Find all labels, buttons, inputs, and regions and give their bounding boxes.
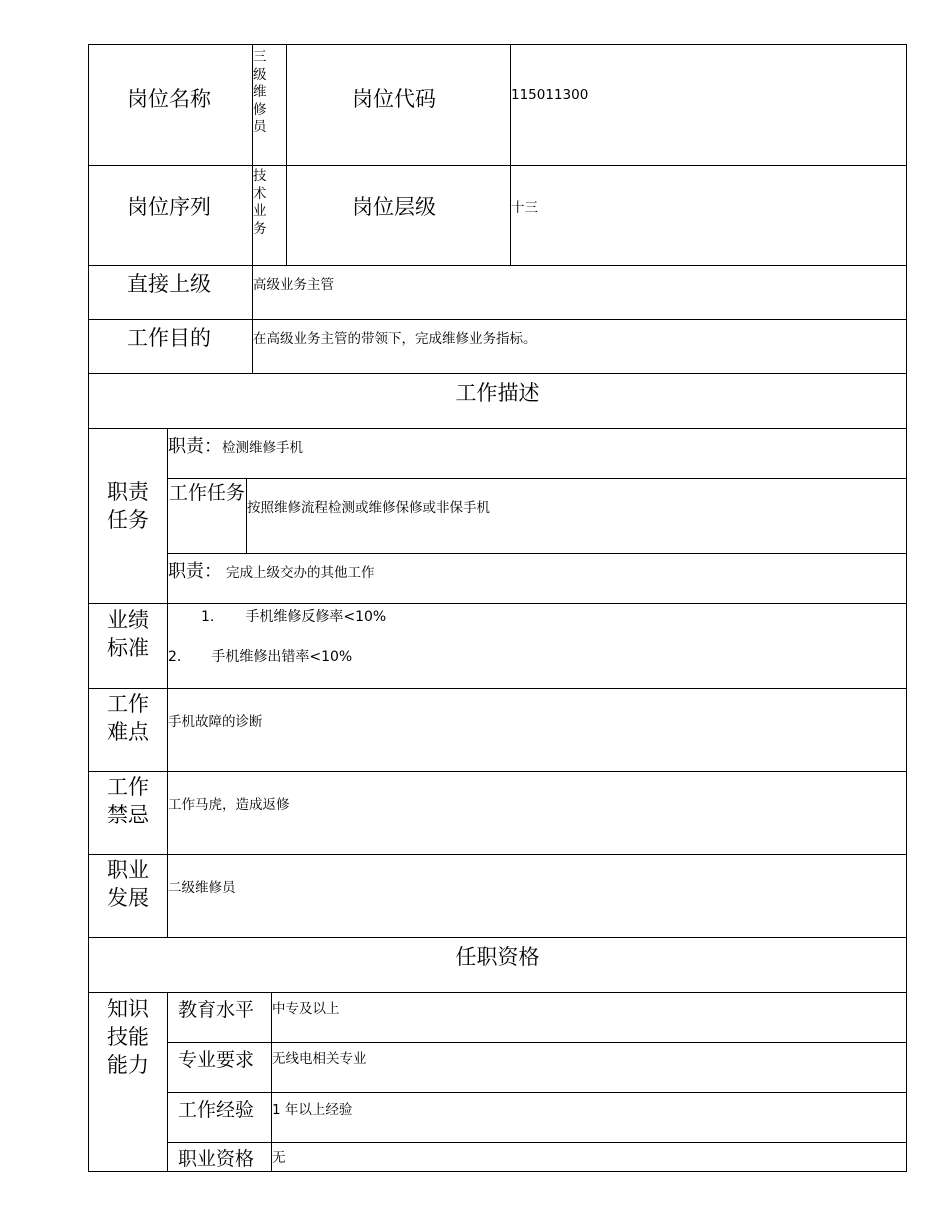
performance-label — [89, 606, 167, 662]
education-label-cell — [167, 992, 272, 1043]
direct-superior-label: 直接上级 — [127, 272, 211, 296]
duties-label-line2: 任务 — [107, 508, 149, 532]
performance-item-1 — [201, 606, 386, 626]
career-label-line1: 职业 — [107, 858, 149, 882]
taboo-value: 工作马虎，造成返修 — [168, 797, 290, 813]
performance-item-2 — [168, 646, 352, 666]
knowledge-label-line3: 能力 — [107, 1053, 149, 1077]
direct-superior-value: 高级业务主管 — [253, 277, 334, 293]
position-sequence-value: 技术业务 — [253, 168, 267, 237]
difficulty-value-cell — [167, 688, 907, 772]
experience-label-cell — [167, 1092, 272, 1143]
duty-1-prefix: 职责： — [168, 436, 222, 457]
task-value: 按照维修流程检测或维修保修或非保手机 — [247, 500, 490, 516]
position-code-label: 岗位代码 — [352, 87, 436, 111]
position-level-label: 岗位层级 — [352, 195, 436, 219]
duty-2-prefix: 职责： — [168, 561, 222, 582]
position-name-label-cell — [88, 44, 253, 166]
duties-label — [89, 478, 167, 534]
taboo-label-line2: 禁忌 — [107, 803, 149, 827]
performance-item-1-text: 手机维修反修率<10% — [245, 609, 387, 625]
knowledge-label — [89, 995, 167, 1079]
education-value-cell — [271, 992, 907, 1043]
certification-label: 职业资格 — [178, 1148, 255, 1170]
position-name-value-cell — [252, 44, 287, 166]
job-purpose-value: 在高级业务主管的带领下，完成维修业务指标。 — [253, 331, 537, 347]
direct-superior-label-cell — [88, 265, 253, 320]
position-level-label-cell — [286, 165, 511, 266]
taboo-label-cell — [88, 771, 168, 855]
certification-value-cell — [271, 1142, 907, 1172]
experience-label: 工作经验 — [178, 1099, 255, 1121]
difficulty-value: 手机故障的诊断 — [168, 714, 263, 730]
knowledge-label-line2: 技能 — [107, 1025, 149, 1049]
performance-item-2-num: 2. — [168, 649, 182, 665]
duty-1-text: 检测维修手机 — [222, 440, 303, 456]
position-level-value-cell — [510, 165, 907, 266]
job-purpose-label-cell — [88, 319, 253, 374]
task-label: 工作任务 — [168, 482, 245, 504]
job-description-header-cell — [88, 373, 907, 429]
knowledge-label-cell — [88, 992, 168, 1172]
difficulty-label-line2: 难点 — [107, 720, 149, 744]
certification-label-cell — [167, 1142, 272, 1172]
duty-2-text: 完成上级交办的其他工作 — [226, 565, 375, 581]
duties-label-line1: 职责 — [107, 480, 149, 504]
position-name-label: 岗位名称 — [127, 87, 211, 111]
career-label-cell — [88, 854, 168, 938]
taboo-value-cell — [167, 771, 907, 855]
performance-item-1-num: 1. — [201, 609, 215, 625]
duties-label-cell — [88, 428, 168, 604]
difficulty-label-cell — [88, 688, 168, 772]
duty-1-cell — [167, 428, 907, 479]
duty-1-line — [168, 432, 303, 458]
career-value: 二级维修员 — [168, 880, 236, 896]
taboo-label-line1: 工作 — [107, 775, 149, 799]
duty-2-line — [168, 557, 375, 583]
taboo-label — [89, 773, 167, 829]
performance-label-line1: 业绩 — [107, 608, 149, 632]
career-label — [89, 856, 167, 912]
education-label: 教育水平 — [178, 999, 255, 1021]
qualification-header-cell — [88, 937, 907, 993]
major-label: 专业要求 — [178, 1049, 255, 1071]
major-label-cell — [167, 1042, 272, 1093]
performance-label-cell — [88, 603, 168, 689]
major-value: 无线电相关专业 — [272, 1051, 367, 1067]
difficulty-label — [89, 690, 167, 746]
major-value-cell — [271, 1042, 907, 1093]
performance-item-2-text: 手机维修出错率<10% — [211, 649, 353, 665]
knowledge-label-line1: 知识 — [107, 997, 149, 1021]
position-sequence-label-cell — [88, 165, 253, 266]
performance-label-line2: 标准 — [107, 636, 149, 660]
direct-superior-value-cell — [252, 265, 907, 320]
task-label-cell — [167, 478, 247, 554]
experience-value-cell — [271, 1092, 907, 1143]
job-purpose-value-cell — [252, 319, 907, 374]
position-sequence-value-cell — [252, 165, 287, 266]
job-description-header: 工作描述 — [455, 381, 540, 405]
career-label-line2: 发展 — [107, 886, 149, 910]
performance-value-cell — [167, 603, 907, 689]
duty-2-cell — [167, 553, 907, 604]
career-value-cell — [167, 854, 907, 938]
position-code-value: 115011300 — [511, 87, 589, 103]
education-value: 中专及以上 — [272, 1001, 340, 1017]
position-sequence-label: 岗位序列 — [127, 195, 211, 219]
qualification-header: 任职资格 — [455, 945, 540, 969]
task-value-cell — [246, 478, 907, 554]
position-code-value-cell — [510, 44, 907, 166]
certification-value: 无 — [272, 1150, 286, 1166]
position-name-value: 三级维修员 — [253, 49, 267, 135]
position-level-value: 十三 — [511, 200, 538, 216]
job-purpose-label: 工作目的 — [127, 326, 211, 350]
position-code-label-cell — [286, 44, 511, 166]
difficulty-label-line1: 工作 — [107, 692, 149, 716]
experience-value: 1 年以上经验 — [272, 1102, 353, 1118]
